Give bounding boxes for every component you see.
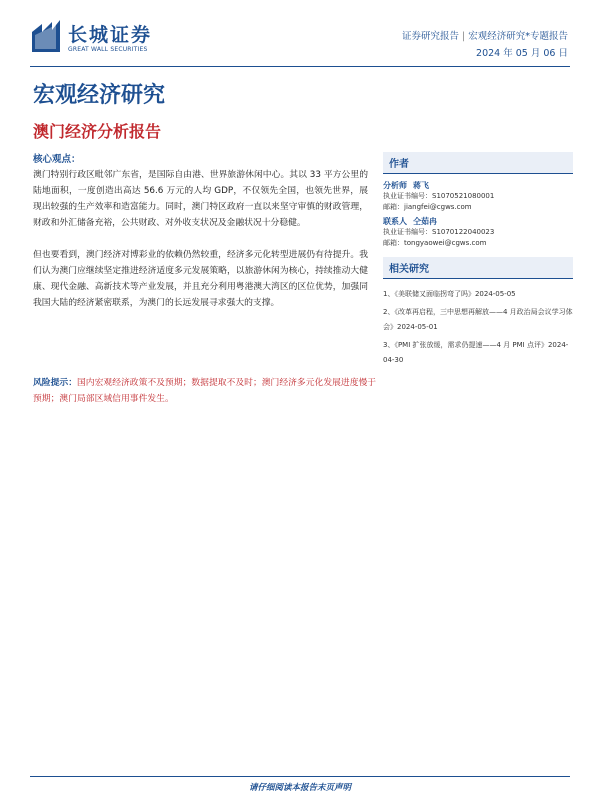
authors-heading: 作者	[383, 152, 573, 174]
contact-cert: 执业证书编号：S1070122040023	[383, 228, 495, 236]
footer-disclaimer: 请仔细阅读本报告末页声明	[248, 783, 351, 793]
sidebar	[383, 152, 573, 371]
body-paragraph-2: 但也要看到，澳门经济对博彩业的依赖仍然较重，经济多元化转型进展仍有待提升。我们认为澳门应继续坚定推进经济适度多元发展策略，以旅游休闲为核心，持续推动大健康、现代金融、高新技术等产业发展，并且充分利用粤港澳大湾区的区位优势，加强同我国大陆的经济紧密联系，为澳门的长远发展寻求强大的支撑。	[33, 250, 368, 308]
related-item[interactable]: 2、《改革再启程，三中思想再解放——4 月政治局会议学习体会》2024-05-01	[383, 308, 573, 331]
report-type: 证券研究报告	[402, 31, 460, 42]
company-logo	[30, 18, 170, 58]
body-paragraph-1: 澳门特别行政区毗邻广东省，是国际自由港、世界旅游休闲中心。其以 33 平方公里的陆地面积，一度创造出高达 56.6 万元的人均 GDP，不仅领先全国，也领先世界，展现出较强的生产效率和造富能力。同时，澳门特区政府一直以来坚守审慎的财政管理，财政和外汇储备充裕，公共财政、对外收支状况及金融状况十分稳健。	[33, 170, 368, 228]
great-wall-logo-icon	[30, 18, 62, 54]
report-title: 澳门经济分析报告	[33, 122, 162, 141]
contact-name: 仝茹冉	[413, 217, 437, 226]
analyst-role: 分析师	[383, 181, 407, 190]
analyst-name-line	[383, 180, 573, 191]
logo-text-cn: 长城证券	[68, 24, 153, 46]
logo-text-en: GREAT WALL SECURITIES	[68, 46, 148, 53]
report-meta	[402, 28, 568, 62]
core-viewpoints-label: 核心观点：	[33, 154, 81, 165]
report-series: 宏观经济研究*专题报告	[468, 31, 568, 42]
separator: |	[462, 31, 466, 42]
related-research-list	[383, 287, 573, 368]
contact-name-line	[383, 216, 573, 227]
analyst-email[interactable]: 邮箱：jiangfei@cgws.com	[383, 203, 472, 211]
related-research-heading: 相关研究	[383, 257, 573, 279]
risk-label: 风险提示：	[33, 378, 77, 388]
analyst-name: 蒋飞	[413, 181, 429, 190]
related-item[interactable]: 3、《PMI 扩张放缓，需求仍提速——4 月 PMI 点评》2024-04-30	[383, 341, 569, 364]
contact-email[interactable]: 邮箱：tongyaowei@cgws.com	[383, 239, 487, 247]
risk-text: 国内宏观经济政策不及预期；数据提取不及时；澳门经济多元化发展进度慢于预期；澳门局部区域信用事件发生。	[33, 378, 377, 404]
report-category: 宏观经济研究	[33, 83, 166, 108]
report-date: 2024 年 05 月 06 日	[476, 48, 568, 59]
analyst-block	[383, 180, 573, 249]
header-divider	[30, 66, 570, 67]
related-item[interactable]: 1、《美联储又面临拐弯了吗》2024-05-05	[383, 290, 516, 298]
contact-role: 联系人	[383, 217, 407, 226]
risk-warning	[33, 375, 378, 407]
footer-divider	[30, 776, 570, 777]
analyst-cert: 执业证书编号：S1070521080001	[383, 192, 495, 200]
